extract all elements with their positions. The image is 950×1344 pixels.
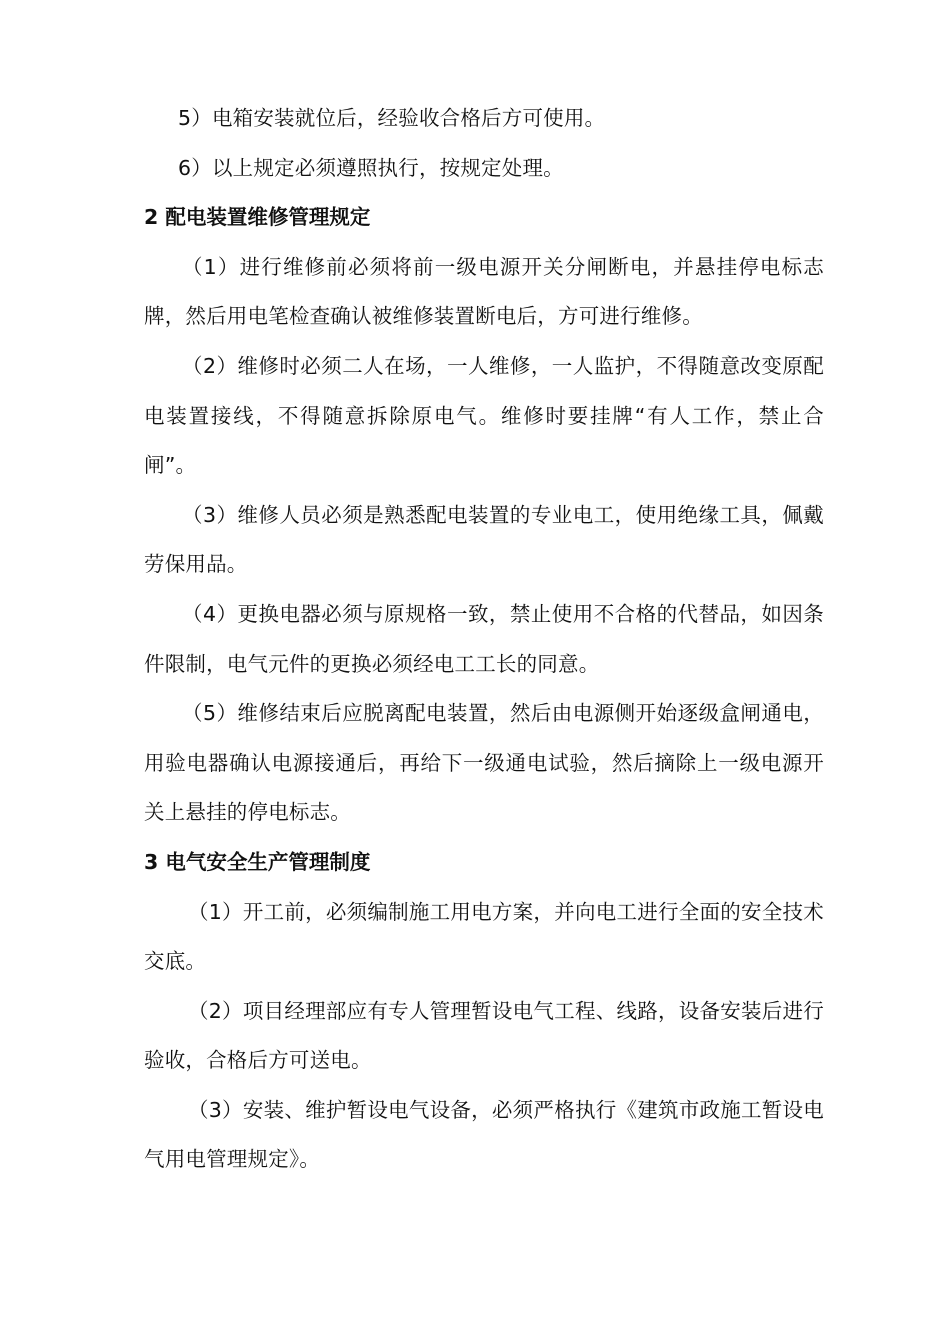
paragraph-3-2: （2）项目经理部应有专人管理暂设电气工程、线路，设备安装后进行验收，合格后方可送电。 [144, 998, 824, 1073]
paragraph-2-1: （1）进行维修前必须将前一级电源开关分闸断电，并悬挂停电标志牌，然后用电笔检查确认被维修装置断电后，方可进行维修。 [144, 254, 824, 329]
paragraph-2-4: （4）更换电器必须与原规格一致，禁止使用不合格的代替品，如因条件限制，电气元件的更换必须经电工工长的同意。 [144, 601, 824, 676]
paragraph-item-5: 5）电箱安装就位后，经验收合格后方可使用。 [178, 106, 606, 130]
document-body [144, 94, 824, 1185]
section-heading-3: 3 电气安全生产管理制度 [144, 849, 371, 874]
section-heading-2: 2 配电装置维修管理规定 [144, 205, 371, 230]
paragraph-item-6: 6）以上规定必须遵照执行，按规定处理。 [178, 155, 564, 180]
paragraph-3-1: （1）开工前，必须编制施工用电方案，并向电工进行全面的安全技术交底。 [144, 899, 824, 974]
paragraph-3-3: （3）安装、维护暂设电气设备，必须严格执行《建筑市政施工暂设电气用电管理规定》。 [144, 1097, 824, 1172]
paragraph-2-2: （2）维修时必须二人在场，一人维修，一人监护，不得随意改变原配电装置接线，不得随意拆除原电气。维修时要挂牌“有人工作，禁止合闸”。 [144, 353, 824, 478]
paragraph-2-3: （3）维修人员必须是熟悉配电装置的专业电工，使用绝缘工具，佩戴劳保用品。 [144, 502, 824, 577]
paragraph-2-5: （5）维修结束后应脱离配电装置，然后由电源侧开始逐级盒闸通电，用验电器确认电源接通后，再给下一级通电试验，然后摘除上一级电源开关上悬挂的停电标志。 [144, 701, 824, 825]
